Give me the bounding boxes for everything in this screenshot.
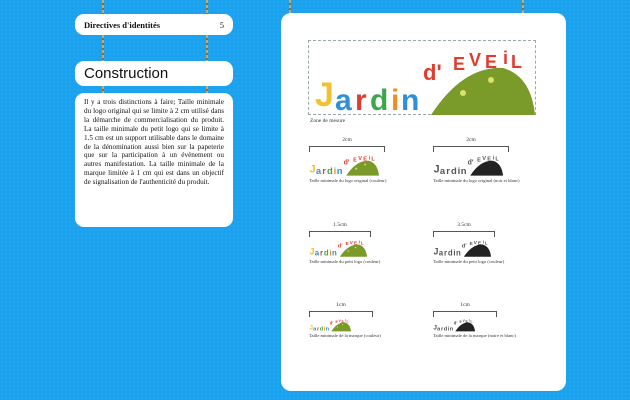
logo-letter: a — [439, 165, 446, 177]
logo-letter: V — [473, 239, 477, 245]
hanging-rope — [206, 35, 208, 61]
logo-letter: r — [322, 165, 326, 177]
logo-letter: n — [331, 248, 337, 258]
hanging-rope — [102, 35, 104, 61]
logo-graphic — [433, 238, 491, 258]
logo-letter: L — [360, 240, 364, 246]
logo-letter: n — [449, 326, 454, 333]
logo-letter: d — [323, 248, 329, 258]
logo-letter: V — [482, 156, 486, 163]
logo-letter: r — [319, 248, 324, 258]
logo-letter: n — [455, 248, 461, 258]
variant-caption: Taille minimale du petit logo (couleur) — [433, 259, 505, 264]
logo-flower — [488, 77, 494, 83]
logo-flower — [364, 164, 366, 166]
section-title-card — [75, 61, 233, 86]
variant-caption: Taille minimale du logo original (noir et blanc) — [433, 178, 520, 183]
logo-letter: E — [363, 156, 368, 163]
logo-letter: i — [482, 239, 484, 245]
logo-letter: r — [446, 165, 450, 177]
logo-letter: d' — [423, 60, 442, 85]
logo-flower — [347, 250, 349, 252]
logo-letter: a — [314, 248, 320, 258]
hanging-rope — [289, 0, 291, 13]
logo-letter: i — [447, 326, 450, 333]
hanging-rope — [206, 86, 208, 93]
logo-letter: d — [319, 326, 324, 333]
logo-letter: J — [315, 76, 334, 114]
logo-letter: d — [370, 84, 389, 117]
logo-hill — [455, 319, 475, 331]
variant-caption: Taille minimale du logo original (couleur) — [309, 178, 387, 183]
dimension-label: 1cm — [460, 302, 470, 308]
dimension-line — [433, 146, 509, 152]
logo-letter: i — [457, 165, 461, 177]
variant-caption: Taille minimale de la marque (noire et blanc) — [433, 333, 516, 338]
logo-letter: L — [511, 52, 522, 72]
logo-letter: i — [468, 318, 470, 323]
logo-letter: d' — [461, 243, 467, 250]
dimension-line — [309, 311, 373, 317]
logo-letter: a — [438, 248, 444, 258]
main-logo — [313, 48, 535, 115]
dimension-line — [309, 146, 385, 152]
logo-letter: a — [335, 84, 352, 117]
logo-letter: E — [459, 319, 462, 324]
logo-letter: L — [470, 319, 473, 324]
measure-zone-label: Zone de mesure — [310, 118, 346, 124]
variant-caption: Taille minimale du petit logo (couleur) — [309, 259, 381, 264]
logo-letter: J — [433, 246, 439, 257]
logo-letter: d' — [337, 243, 343, 250]
logo-flower — [342, 324, 343, 325]
logo-letter: d' — [467, 159, 474, 167]
logo-letter: d — [447, 248, 453, 258]
body-text: Il y a trois distinctions à faire; Taille minimale du logo original qui se limite à 2 cm utilisé dans la démarche de commercialisation du produit. La taille minimale du petit logo qui se limite à 1.5 cm est un support utilisable dans le domaine de la dénomination aussi bien sur la papeterie que sur la participation à un évènement ou autres manifestation. La taille minimale de la marque limitée à 1 cm qui est dans un objectif de signalisation de l'authenticité du produit. — [84, 98, 224, 187]
logo-letter: E — [487, 156, 492, 163]
logo-letter: E — [469, 240, 473, 246]
logo-hill — [461, 243, 491, 256]
logo-letter: J — [433, 324, 437, 332]
logo-hill — [343, 159, 379, 176]
dimension-line — [433, 231, 495, 237]
logo-letter: E — [485, 52, 498, 72]
logo-flower — [355, 247, 357, 249]
logo-hill — [337, 243, 367, 256]
logo-letter: J — [309, 246, 315, 257]
logo-letter: n — [325, 326, 330, 333]
logo-graphic — [433, 153, 503, 177]
logo-letter: E — [353, 157, 357, 164]
logo-letter: E — [465, 319, 468, 324]
dimension-label: 1cm — [336, 302, 346, 308]
variant-caption: Taille minimale de la marque (couleur) — [309, 333, 381, 338]
logo-letter: d — [443, 326, 448, 333]
logo-letter: a — [313, 326, 317, 333]
logo-letter: r — [355, 84, 367, 117]
section-title: Construction — [84, 65, 169, 82]
logo-letter: d — [450, 165, 457, 177]
logo-letter: a — [437, 326, 441, 333]
hanging-rope — [102, 86, 104, 93]
hanging-rope — [522, 0, 524, 13]
logo-letter: d' — [453, 320, 458, 326]
logo-hill — [467, 159, 503, 176]
logo-letter: L — [371, 156, 375, 163]
logo-letter: i — [492, 155, 495, 162]
logo-graphic — [309, 238, 367, 258]
logo-letter: L — [495, 156, 499, 163]
logo-letter: E — [477, 240, 482, 246]
logo-graphic — [309, 153, 379, 177]
hanging-rope — [102, 0, 104, 14]
logo-letter: n — [336, 165, 343, 177]
logo-letter: V — [358, 156, 362, 163]
logo-letter: r — [440, 326, 444, 333]
logo-letter: i — [323, 326, 326, 333]
logo-letter: r — [443, 248, 448, 258]
logo-letter: d' — [329, 320, 334, 326]
section-name: Directives d'identités — [84, 19, 161, 30]
logo-letter: i — [503, 48, 509, 68]
logo-letter: r — [316, 326, 320, 333]
logo-letter: V — [338, 319, 341, 324]
logo-graphic — [309, 318, 351, 332]
logo-letter: d' — [343, 159, 350, 167]
logo-letter: n — [401, 84, 420, 117]
dimension-label: 1.5cm — [333, 222, 347, 228]
logo-flower — [337, 327, 338, 328]
logo-letter: E — [345, 240, 349, 246]
logo-graphic — [313, 48, 535, 115]
logo-letter: i — [368, 155, 371, 162]
header-card — [75, 14, 233, 35]
logo-hill — [331, 319, 351, 331]
logo-letter: V — [469, 50, 482, 70]
logo-letter: n — [460, 165, 467, 177]
logo-letter: V — [349, 239, 353, 245]
dimension-line — [309, 231, 371, 237]
logo-letter: i — [329, 248, 332, 258]
logo-letter: L — [484, 240, 488, 246]
logo-letter: i — [391, 84, 400, 117]
logo-letter: i — [344, 318, 346, 323]
logo-letter: a — [315, 165, 322, 177]
logo-letter: J — [433, 163, 440, 176]
logo-letter: V — [462, 319, 465, 324]
logo-hill — [431, 68, 535, 115]
logo-letter: E — [341, 319, 344, 324]
body-text-card — [75, 93, 233, 227]
dimension-label: 2cm — [342, 137, 352, 143]
logo-letter: i — [453, 248, 456, 258]
logo-flower — [460, 90, 466, 96]
logo-graphic — [433, 318, 475, 332]
logo-letter: J — [309, 163, 316, 176]
logo-letter: i — [358, 239, 360, 245]
logo-letter: i — [333, 165, 337, 177]
logo-letter: J — [309, 324, 313, 332]
page-number: 5 — [219, 19, 224, 30]
hanging-rope — [206, 0, 208, 14]
logo-letter: E — [335, 319, 338, 324]
dimension-line — [433, 311, 497, 317]
logo-letter: d — [326, 165, 333, 177]
dimension-label: 2cm — [466, 137, 476, 143]
logo-letter: E — [353, 240, 358, 246]
logo-letter: E — [477, 157, 481, 164]
logo-letter: E — [453, 54, 466, 74]
logo-letter: L — [346, 319, 349, 324]
dimension-label: 3.5cm — [457, 222, 471, 228]
logo-panel — [281, 13, 566, 391]
logo-flower — [355, 168, 357, 170]
